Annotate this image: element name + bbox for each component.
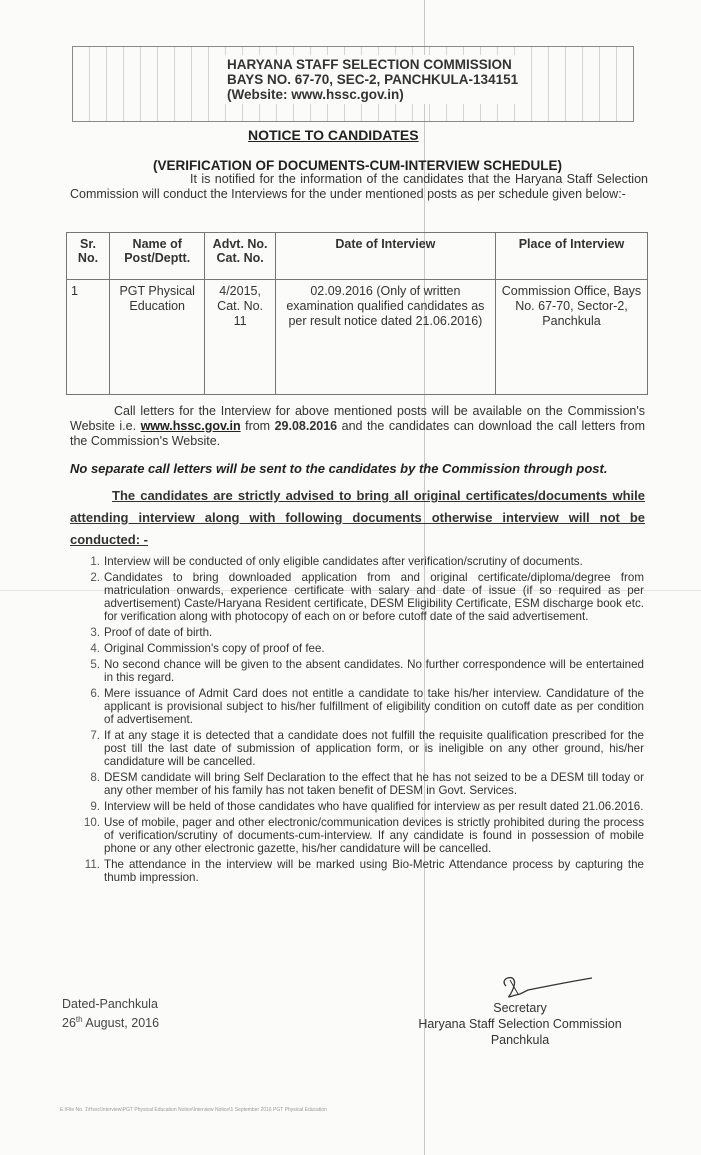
no-separate-letters-note: No separate call letters will be sent to the candidates by the Commission through post. [70, 461, 608, 476]
cell-date: 02.09.2016 (Only of written examination qualified candidates as per result notice dated 21.06.2016) [275, 280, 495, 395]
documents-advice: The candidates are strictly advised to bring all original certificates/documents while attending interview along with following documents otherwise interview will not be conducted: - [70, 488, 645, 547]
header-post: Name of Post/Deptt. [110, 233, 205, 280]
cell-place: Commission Office, Bays No. 67-70, Sector-2, Panchkula [495, 280, 647, 395]
signatory-place: Panchkula [490, 1033, 550, 1047]
letterhead [223, 55, 531, 104]
org-name: HARYANA STAFF SELECTION COMMISSION [227, 57, 512, 72]
call-letter-date: 29.08.2016 [274, 419, 338, 433]
header-place: Place of Interview [495, 233, 647, 280]
signatory-block [400, 1000, 640, 1048]
table-header-row [67, 233, 648, 280]
signatory-org: Haryana Staff Selection Commission [418, 1017, 622, 1031]
list-item: 6. Mere issuance of Admit Card does not entitle a candidate to take his/her interview. Candidature of the applicant is provisional subject to his/her fulfillment of eligibility condition on cutoff date as per condition of advertisement. [90, 687, 644, 726]
notice-title: NOTICE TO CANDIDATES [248, 127, 419, 143]
list-item: 5. No second chance will be given to the absent candidates. No further correspondence will be entertained in this regard. [90, 658, 644, 684]
list-item: 4. Original Commission's copy of proof of fee. [90, 642, 325, 655]
signatory-title: Secretary [493, 1001, 547, 1015]
list-item: 10. Use of mobile, pager and other electronic/communication devices is strictly prohibited during the process of verification/scrutiny of documents-cum-interview. If any candidate is found in possession of mobile phone or any other electronic gazette, his/her candidature will be cancelled. [83, 816, 644, 855]
website-link[interactable]: www.hssc.gov.in [140, 419, 241, 433]
list-item: 11. The attendance in the interview will be marked using Bio-Metric Attendance process by capturing the thumb impression. [84, 858, 644, 884]
letterhead-box [72, 46, 634, 122]
dated-place: Dated-Panchkula [62, 997, 158, 1011]
header-sr: Sr. No. [67, 233, 110, 280]
date-block [62, 996, 159, 1031]
org-address: BAYS NO. 67-70, SEC-2, PANCHKULA-134151 [227, 72, 519, 87]
instruction-list [83, 555, 644, 887]
cell-sr: 1 [67, 280, 110, 395]
cell-post: PGT Physical Education [110, 280, 205, 395]
dated-date: 26th August, 2016 [62, 1015, 160, 1031]
header-date: Date of Interview [275, 233, 495, 280]
list-item: 8. DESM candidate will bring Self Declaration to the effect that he has not seized to be a DESM till today or any other member of his family has not taken benefit of DESM in Govt. Services. [90, 771, 644, 797]
table-row [67, 280, 648, 395]
notice-subtitle: (VERIFICATION OF DOCUMENTS-CUM-INTERVIEW SCHEDULE) [153, 158, 562, 173]
cell-advt: 4/2015, Cat. No. 11 [205, 280, 275, 395]
list-item: 2. Candidates to bring downloaded application from and original certificate/diploma/degree from matriculation onwards, experience certificate with salary and date of issue (if so required as per advertisement) Caste/Haryana Resident certificate, DESM Eligibility Certificate, ESM discharge book etc. for verification along with photocopy of each on or before cutoff date of the said advertisement. [90, 571, 644, 623]
schedule-table [66, 232, 648, 395]
list-item: 1. Interview will be conducted of only eligible candidates after verification/scrutiny of documents. [90, 555, 583, 568]
list-item: 7. If at any stage it is detected that a candidate does not fulfill the requisite qualification prescribed for the post till the last date of submission of application form, or is ineligible on any other ground, his/her candidature will be cancelled. [90, 729, 644, 768]
list-item: 9. Interview will be held of those candidates who have qualified for interview as per result dated 21.06.2016. [90, 800, 644, 813]
list-item: 3. Proof of date of birth. [90, 626, 213, 639]
file-reference: E:\File No. 1\Hssc\Interview\PGT Physical Education Notice\Interview Notice\1 September 2016 PGT Physical Education [60, 1107, 327, 1113]
org-website: (Website: www.hssc.gov.in) [227, 87, 404, 102]
call-letters-paragraph: Call letters for the Interview for above mentioned posts will be available on the Commission's Website i.e. www.hssc.gov.in from 29.08.2016 and the candidates can download the call letters from the Commission's Website. [70, 404, 645, 448]
intro-paragraph: It is notified for the information of the candidates that the Haryana Staff Selection Commission will conduct the Interviews for the under mentioned posts as per schedule given below:- [70, 172, 648, 201]
header-advt: Advt. No. Cat. No. [205, 233, 275, 280]
